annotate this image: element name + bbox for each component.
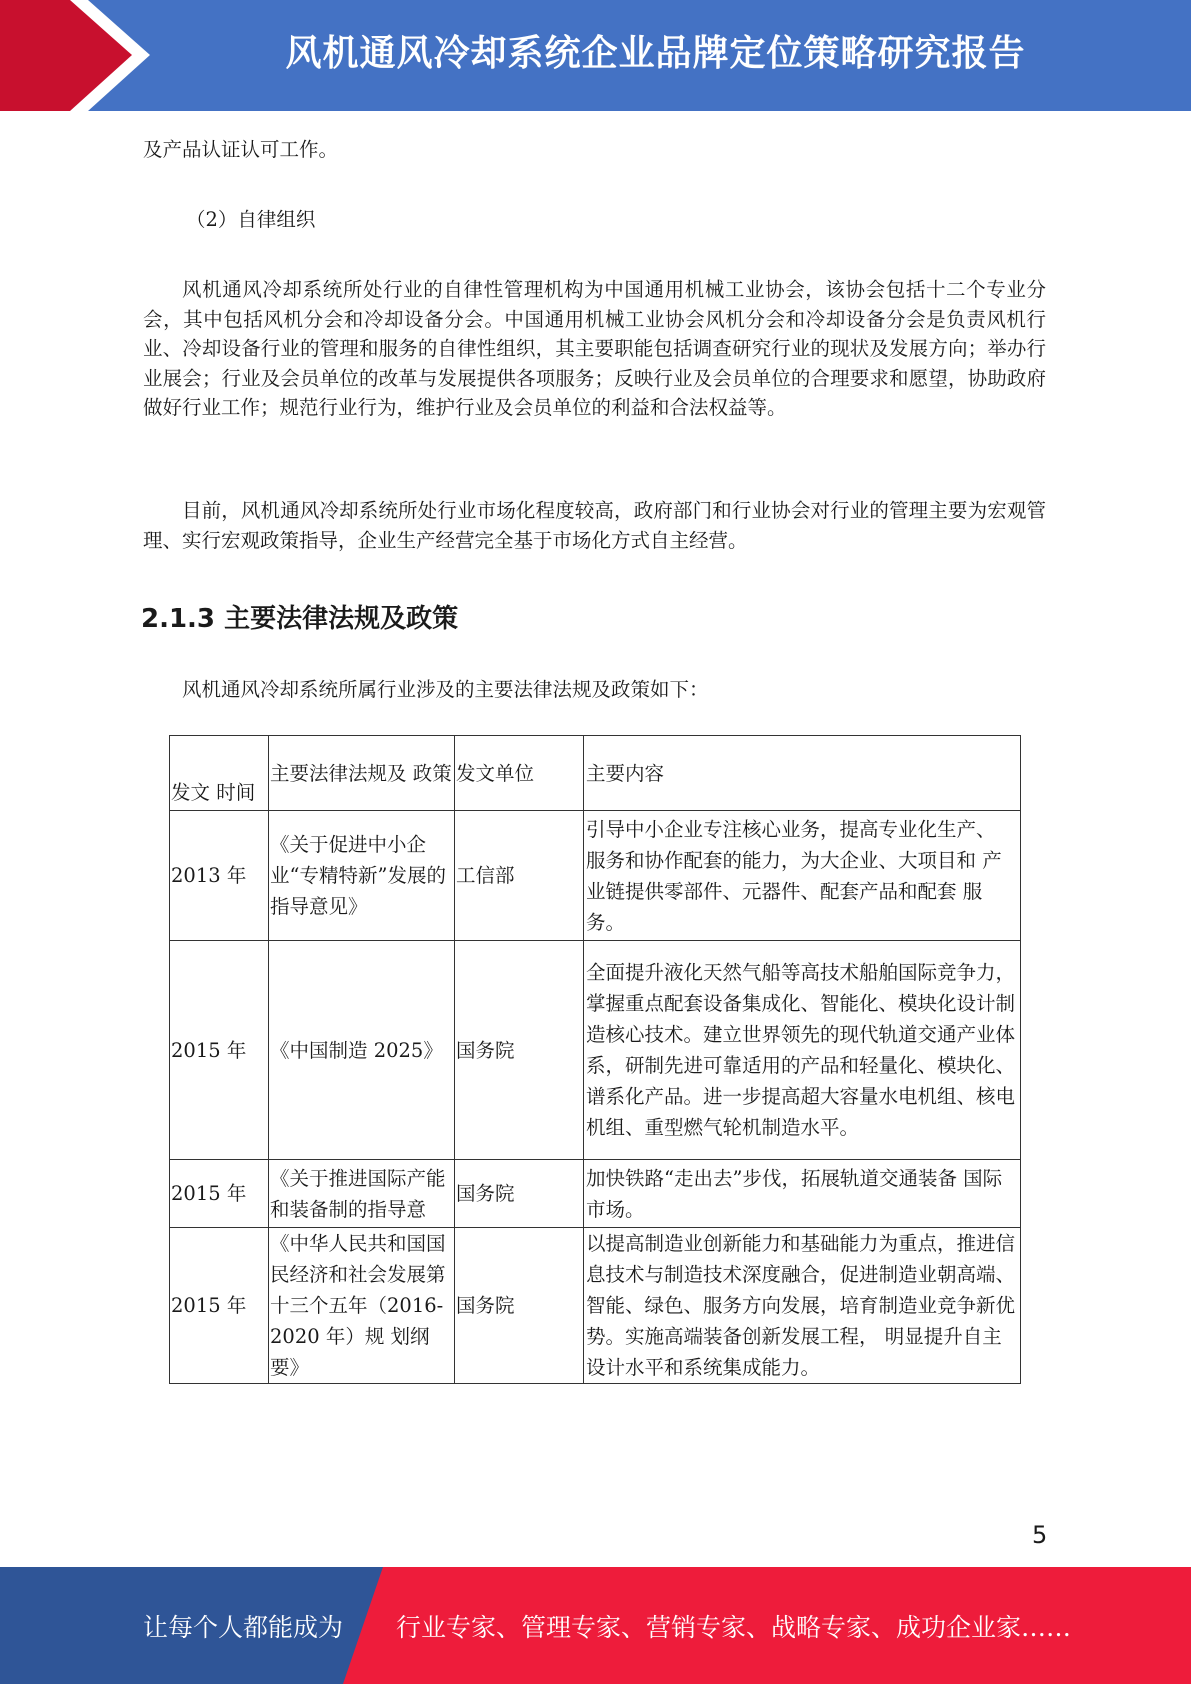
footer-slogan-left: 让每个人都能成为 [143,1613,344,1642]
cell-issuer: 国务院 [455,1160,584,1228]
cell-law: 《关于促进中小企业“专精特新”发展的指导意见》 [269,811,455,941]
cell-content: 全面提升液化天然气船等高技术船舶国际竞争力，掌握重点配套设备集成化、智能化、模块化设计制造核心技术。建立世界领先的现代轨道交通产业体系，研制先进可靠适用的产品和轻量化、模块化、谱系化产品。进一步提高超大容量水电机组、核电机组、重型燃气轮机制造水平。 [584,941,1021,1160]
cell-time: 2015 年 [170,1160,269,1228]
cell-content: 引导中小企业专注核心业务，提高专业化生产、 服务和协作配套的能力，为大企业、大项目和 产业链提供零部件、元器件、配套产品和配套 服务。 [584,811,1021,941]
paragraph-organization: 风机通风冷却系统所处行业的自律性管理机构为中国通用机械工业协会，该协会包括十二个专业分会，其中包括风机分会和冷却设备分会。中国通用机械工业协会风机分会和冷却设备分会是负责风机行业、冷却设备行业的管理和服务的自律性组织，其主要职能包括调查研究行业的现状及发展方向；举办行业展会；行业及会员单位的改革与发展提供各项服务；反映行业及会员单位的合理要求和愿望，协助政府做好行业工作；规范行业行为，维护行业及会员单位的利益和合法权益等。 [143,278,1046,419]
cell-time: 2015 年 [170,941,269,1160]
page-footer [0,1567,1191,1684]
cell-time: 2015 年 [170,1228,269,1384]
paragraph-continuation: 及产品认证认可工作。 [143,138,339,161]
cell-issuer: 国务院 [455,941,584,1160]
footer-slogan-right: 行业专家、管理专家、营销专家、战略专家、成功企业家…… [396,1613,1072,1642]
table-row [170,1228,1021,1384]
header-cell-content: 主要内容 [584,736,1021,811]
header-cell-issuer: 发文单位 [455,736,584,811]
page-number: 5 [1032,1521,1048,1549]
laws-table [169,735,1021,1390]
table-row [170,811,1021,941]
paragraph-market: 目前，风机通风冷却系统所处行业市场化程度较高，政府部门和行业协会对行业的管理主要为宏观管理、实行宏观政策指导，企业生产经营完全基于市场化方式自主经营。 [143,499,1046,552]
subheading-self-regulatory: （2）自律组织 [186,208,316,231]
table-row [170,941,1021,1160]
cell-issuer: 国务院 [455,1228,584,1384]
section-heading: 2.1.3 主要法律法规及政策 [141,604,459,634]
table-header-row [170,736,1021,811]
cell-law: 《中华人民共和国国民经济和社会发展第十三个五年（2016-2020 年）规 划纲要》 [269,1228,455,1384]
cell-law: 《中国制造 2025》 [269,941,455,1160]
cell-law-text: 《关于推进国际产能和装备制的指导意 [270,1166,446,1221]
table-row [170,1160,1021,1228]
header-cell-law: 主要法律法规及 政策 [269,736,455,811]
header-cell-time: 发文 时间 [170,736,269,811]
cell-law [269,1160,455,1228]
cell-content: 以提高制造业创新能力和基础能力为重点，推进信息技术与制造技术深度融合，促进制造业朝高端、智能、绿色、服务方向发展，培育制造业竞争新优势。实施高端装备创新发展工程， 明显提升自主设计水平和系统集成能力。 [584,1228,1021,1384]
cell-content: 加快铁路“走出去”步伐，拓展轨道交通装备 国际市场。 [584,1160,1021,1228]
cell-time: 2013 年 [170,811,269,941]
cell-issuer: 工信部 [455,811,584,941]
page-header [0,0,1191,111]
paragraph-table-intro: 风机通风冷却系统所属行业涉及的主要法律法规及政策如下： [182,678,709,701]
report-title: 风机通风冷却系统企业品牌定位策略研究报告 [285,33,1026,74]
